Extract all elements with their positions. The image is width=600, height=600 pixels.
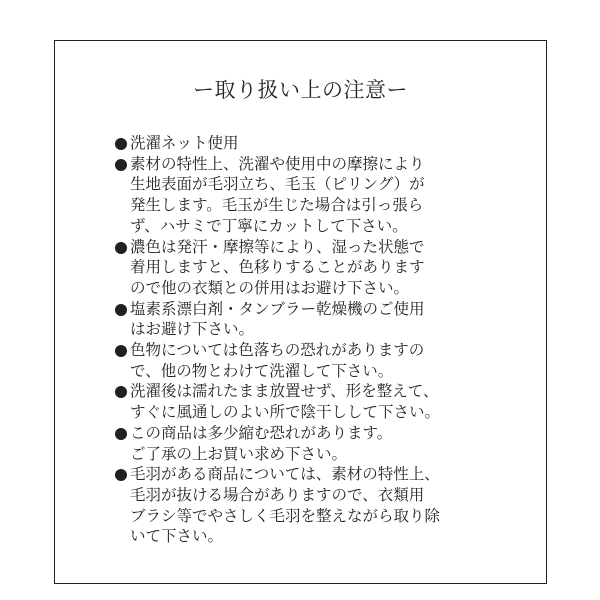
care-item-line: はお避け下さい。 (130, 320, 255, 339)
care-item-line: すぐに風通しのよい所で陰干しして下さい。 (130, 403, 441, 422)
care-item-text (130, 237, 425, 299)
care-item-text (130, 340, 424, 381)
care-item-text (130, 154, 425, 237)
care-item-line: 毛羽がある商品については、素材の特性上、 (130, 465, 440, 484)
care-item (115, 464, 545, 547)
care-title: ー取り扱い上の注意ー (193, 78, 408, 102)
care-item-line: 生地表面が毛羽立ち、毛玉（ピリング）が (130, 175, 425, 194)
care-item (115, 381, 545, 422)
care-item (115, 133, 545, 154)
care-item-text (130, 423, 392, 464)
bullet-icon (115, 345, 127, 357)
care-item-text (130, 464, 440, 547)
care-item-line: いて下さい。 (130, 527, 224, 546)
care-item (115, 154, 545, 237)
care-item-line: 洗濯後は濡れたまま放置せず、形を整えて、 (130, 382, 439, 401)
care-item (115, 237, 545, 299)
care-item-line: 素材の特性上、洗濯や使用中の摩擦により (130, 154, 425, 173)
care-item-text (130, 381, 440, 422)
care-item-line: この商品は多少縮む恐れがあります。 (130, 423, 393, 442)
care-item (115, 340, 545, 381)
care-item-line: ご了承の上お買い求め下さい。 (130, 444, 348, 463)
care-item-line: ブラシ等でやさしく毛羽を整えながら取り除 (130, 506, 441, 525)
care-item (115, 423, 545, 464)
care-list (115, 133, 545, 547)
bullet-icon (115, 386, 127, 398)
care-item (115, 299, 545, 340)
care-item-line: 色物については色落ちの恐れがありますの (130, 341, 425, 360)
care-item-line: 毛羽が抜ける場合がありますので、衣類用 (130, 485, 425, 504)
bullet-icon (115, 304, 127, 316)
care-item-line: ので他の衣類との併用はお避け下さい。 (130, 278, 410, 297)
care-instructions-box (54, 40, 547, 584)
bullet-icon (115, 469, 127, 481)
care-item-line: 洗濯ネット使用 (130, 134, 239, 152)
care-item-line: 濃色は発汗・摩擦等により、湿った状態で (130, 237, 425, 256)
care-item-line: 着用しますと、色移りすることがあります (130, 258, 425, 277)
care-item-line: ず、ハサミで丁寧にカットして下さい。 (130, 216, 408, 235)
care-item-text (130, 299, 425, 340)
bullet-icon (115, 138, 127, 150)
bullet-icon (115, 428, 127, 440)
care-item-line: 発生します。毛玉が生じた場合は引っ張ら (130, 196, 424, 215)
care-item-text (130, 133, 239, 154)
bullet-icon (115, 159, 127, 171)
bullet-icon (115, 242, 127, 254)
care-item-line: で、他の物とわけて洗濯して下さい。 (130, 361, 394, 380)
care-item-line: 塩素系漂白剤・タンブラー乾燥機のご使用 (130, 299, 425, 318)
